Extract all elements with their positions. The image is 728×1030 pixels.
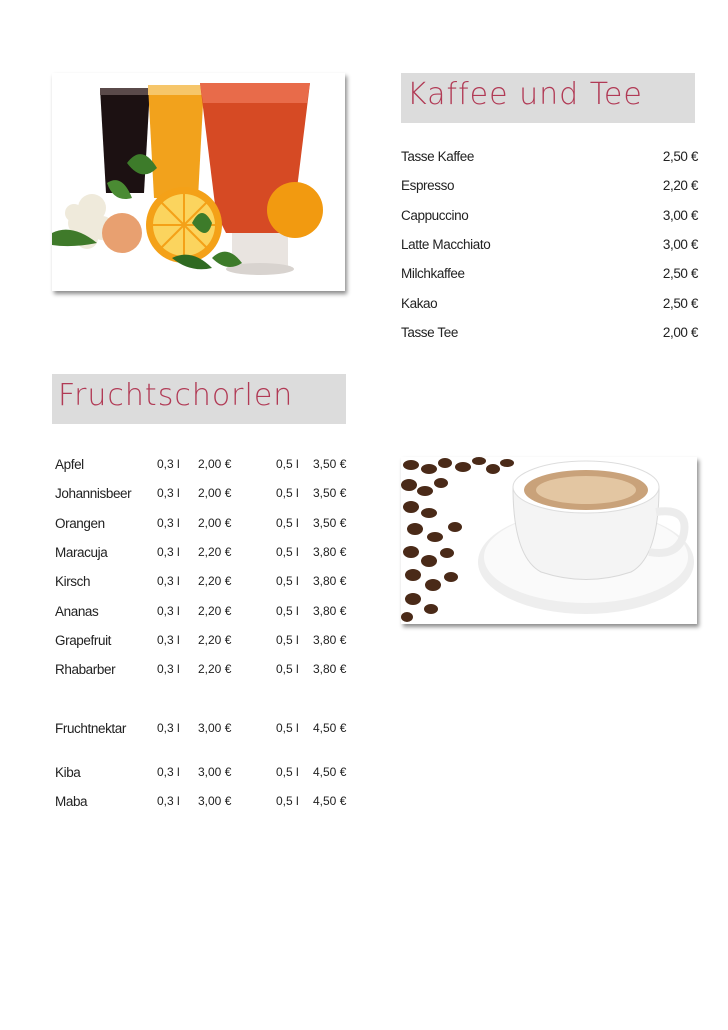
price-small: 2,20 € bbox=[198, 633, 232, 647]
item-price: 2,20 € bbox=[662, 178, 698, 193]
price-small: 2,20 € bbox=[198, 574, 232, 588]
coffee-section-title-bar bbox=[401, 73, 695, 123]
size-small: 0,3 l bbox=[157, 794, 180, 808]
price-small: 2,20 € bbox=[198, 545, 232, 559]
item-name: Johannisbeer bbox=[55, 486, 132, 501]
size-large: 0,5 l bbox=[276, 545, 299, 559]
coffee-section-title: Kaffee und Tee bbox=[407, 77, 643, 112]
size-large: 0,5 l bbox=[276, 486, 299, 500]
item-name: Espresso bbox=[401, 178, 455, 193]
size-large: 0,5 l bbox=[276, 574, 299, 588]
fruit-section-title: Fruchtschorlen bbox=[58, 378, 294, 413]
price-small: 3,00 € bbox=[198, 721, 232, 735]
item-name: Maracuja bbox=[55, 545, 108, 560]
table-row bbox=[55, 721, 348, 739]
item-name: Cappuccino bbox=[401, 208, 469, 223]
size-small: 0,3 l bbox=[157, 633, 180, 647]
item-price: 2,50 € bbox=[662, 296, 698, 311]
table-row bbox=[55, 545, 348, 563]
size-small: 0,3 l bbox=[157, 457, 180, 471]
item-name: Kiba bbox=[55, 765, 81, 780]
price-small: 2,00 € bbox=[198, 486, 232, 500]
coffee-cup-photo bbox=[401, 457, 697, 624]
price-large: 3,50 € bbox=[313, 457, 347, 471]
price-small: 2,20 € bbox=[198, 662, 232, 676]
item-name: Maba bbox=[55, 794, 88, 809]
size-small: 0,3 l bbox=[157, 545, 180, 559]
price-large: 3,80 € bbox=[313, 604, 347, 618]
item-name: Kirsch bbox=[55, 574, 91, 589]
size-small: 0,3 l bbox=[157, 486, 180, 500]
price-small: 3,00 € bbox=[198, 765, 232, 779]
table-row bbox=[55, 574, 348, 592]
item-price: 3,00 € bbox=[662, 208, 698, 223]
table-row bbox=[55, 662, 348, 680]
size-large: 0,5 l bbox=[276, 457, 299, 471]
size-large: 0,5 l bbox=[276, 765, 299, 779]
item-name: Rhabarber bbox=[55, 662, 116, 677]
item-name: Fruchtnektar bbox=[55, 721, 126, 736]
item-name: Orangen bbox=[55, 516, 105, 531]
table-row bbox=[55, 633, 348, 651]
table-row bbox=[55, 457, 348, 475]
size-small: 0,3 l bbox=[157, 765, 180, 779]
price-small: 2,00 € bbox=[198, 457, 232, 471]
table-row bbox=[55, 604, 348, 622]
table-row bbox=[55, 794, 348, 812]
price-large: 3,80 € bbox=[313, 662, 347, 676]
table-row bbox=[55, 765, 348, 783]
juice-glasses-photo bbox=[52, 73, 345, 291]
item-name: Latte Macchiato bbox=[401, 237, 491, 252]
price-large: 3,50 € bbox=[313, 486, 347, 500]
item-name: Kakao bbox=[401, 296, 438, 311]
item-name: Tasse Tee bbox=[401, 325, 458, 340]
price-large: 3,80 € bbox=[313, 545, 347, 559]
item-price: 2,00 € bbox=[662, 325, 698, 340]
price-small: 2,00 € bbox=[198, 516, 232, 530]
size-large: 0,5 l bbox=[276, 721, 299, 735]
item-name: Tasse Kaffee bbox=[401, 149, 475, 164]
table-row bbox=[55, 516, 348, 534]
price-large: 3,80 € bbox=[313, 574, 347, 588]
price-small: 3,00 € bbox=[198, 794, 232, 808]
price-large: 4,50 € bbox=[313, 765, 347, 779]
size-large: 0,5 l bbox=[276, 662, 299, 676]
item-name: Milchkaffee bbox=[401, 266, 465, 281]
size-small: 0,3 l bbox=[157, 662, 180, 676]
size-large: 0,5 l bbox=[276, 604, 299, 618]
size-large: 0,5 l bbox=[276, 516, 299, 530]
item-name: Apfel bbox=[55, 457, 84, 472]
size-small: 0,3 l bbox=[157, 721, 180, 735]
size-small: 0,3 l bbox=[157, 604, 180, 618]
item-name: Ananas bbox=[55, 604, 99, 619]
size-large: 0,5 l bbox=[276, 794, 299, 808]
item-price: 2,50 € bbox=[662, 266, 698, 281]
price-large: 3,80 € bbox=[313, 633, 347, 647]
item-price: 2,50 € bbox=[662, 149, 698, 164]
table-row bbox=[55, 486, 348, 504]
item-price: 3,00 € bbox=[662, 237, 698, 252]
item-name: Grapefruit bbox=[55, 633, 112, 648]
size-large: 0,5 l bbox=[276, 633, 299, 647]
price-large: 4,50 € bbox=[313, 794, 347, 808]
size-small: 0,3 l bbox=[157, 574, 180, 588]
price-small: 2,20 € bbox=[198, 604, 232, 618]
fruit-section-title-bar bbox=[52, 374, 346, 424]
price-large: 4,50 € bbox=[313, 721, 347, 735]
size-small: 0,3 l bbox=[157, 516, 180, 530]
price-large: 3,50 € bbox=[313, 516, 347, 530]
